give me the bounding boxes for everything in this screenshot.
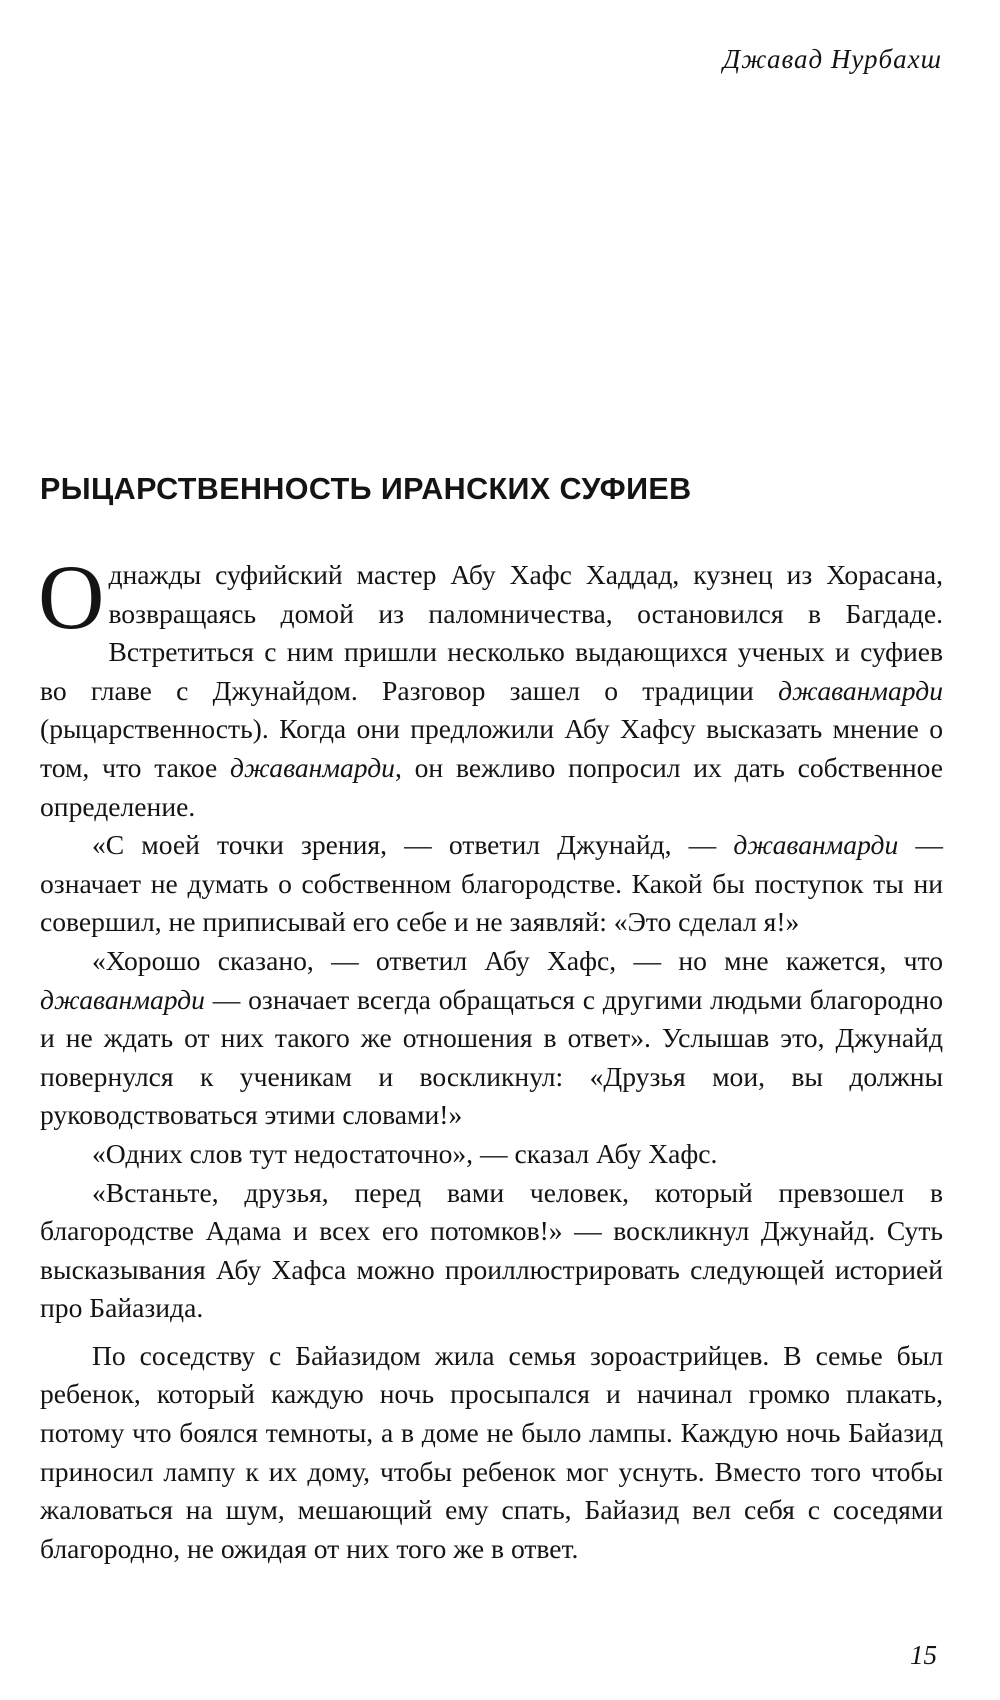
- italic-term: джаванмарди: [733, 829, 899, 861]
- text-run: «Хорошо сказано, — ответил Абу Хафс, — но мне кажется, что: [92, 944, 943, 976]
- text-run: — означает не думать о собственном благородстве. Какой бы поступок ты ни совершил, не приписывай его себе и не заявляй: «Это сделал я!»: [40, 829, 943, 938]
- text-run: — означает всегда обращаться с другими людьми благородно и не ждать от них такого же отношения в ответ». Услышав это, Джунайд повернулся к ученикам и воскликнул: «Друзья мои, вы должны руководствоваться этими словами!»: [40, 983, 943, 1131]
- paragraph-5: «Встаньте, друзья, перед вами человек, который превзошел в благородстве Адама и всех его потомков!» — воскликнул Джунайд. Суть высказывания Абу Хафса можно проиллюстрировать следующей историей про Байазида.: [40, 1176, 943, 1324]
- italic-term: джаванмарди: [230, 751, 395, 783]
- drop-cap: О: [38, 546, 105, 648]
- text-run: днажды суфийский мастер Абу Хафс Хаддад, кузнец из Хорасана, возвращаясь домой из паломничества, остановился в Багдаде. Встретиться с ним пришли несколько выдающихся ученых и суфиев во главе с Джунайдом. Разговор зашел о традиции: [40, 559, 943, 706]
- italic-term: джаванмарди: [778, 674, 943, 706]
- paragraph-6: По соседству с Байазидом жила семья зороастрийцев. В семье был ребенок, который каждую ночь просыпался и начинал громко плакать, потому что боялся темноты, а в доме не было лампы. Каждую ночь Байазид приносил лампу к их дому, чтобы ребенок мог уснуть. Вместо того чтобы жаловаться на шум, мешающий ему спать, Байазид вел себя с соседями благородно, не ожидая от них того же в ответ.: [40, 1339, 943, 1564]
- paragraph-2: [40, 826, 943, 942]
- text-run: (рыцарственность). Когда они предложили Абу Хафсу высказать мнение о том, что такое: [40, 713, 943, 783]
- body-text: [38, 546, 943, 1568]
- running-head: Джавад Нурбахш: [723, 44, 942, 74]
- paragraph-1: [38, 546, 943, 826]
- italic-term: джаванмарди: [40, 983, 205, 1015]
- paragraph-3: [40, 942, 943, 1135]
- page-number: 15: [910, 1640, 937, 1670]
- text-run: «С моей точки зрения, — ответил Джунайд, —: [92, 829, 734, 861]
- text-run: , он вежливо попросил их дать собственное определение.: [40, 751, 943, 822]
- paragraph-4: «Одних слов тут недостаточно», — сказал Абу Хафс.: [92, 1137, 718, 1169]
- chapter-title: РЫЦАРСТВЕННОСТЬ ИРАНСКИХ СУФИЕВ: [40, 472, 692, 506]
